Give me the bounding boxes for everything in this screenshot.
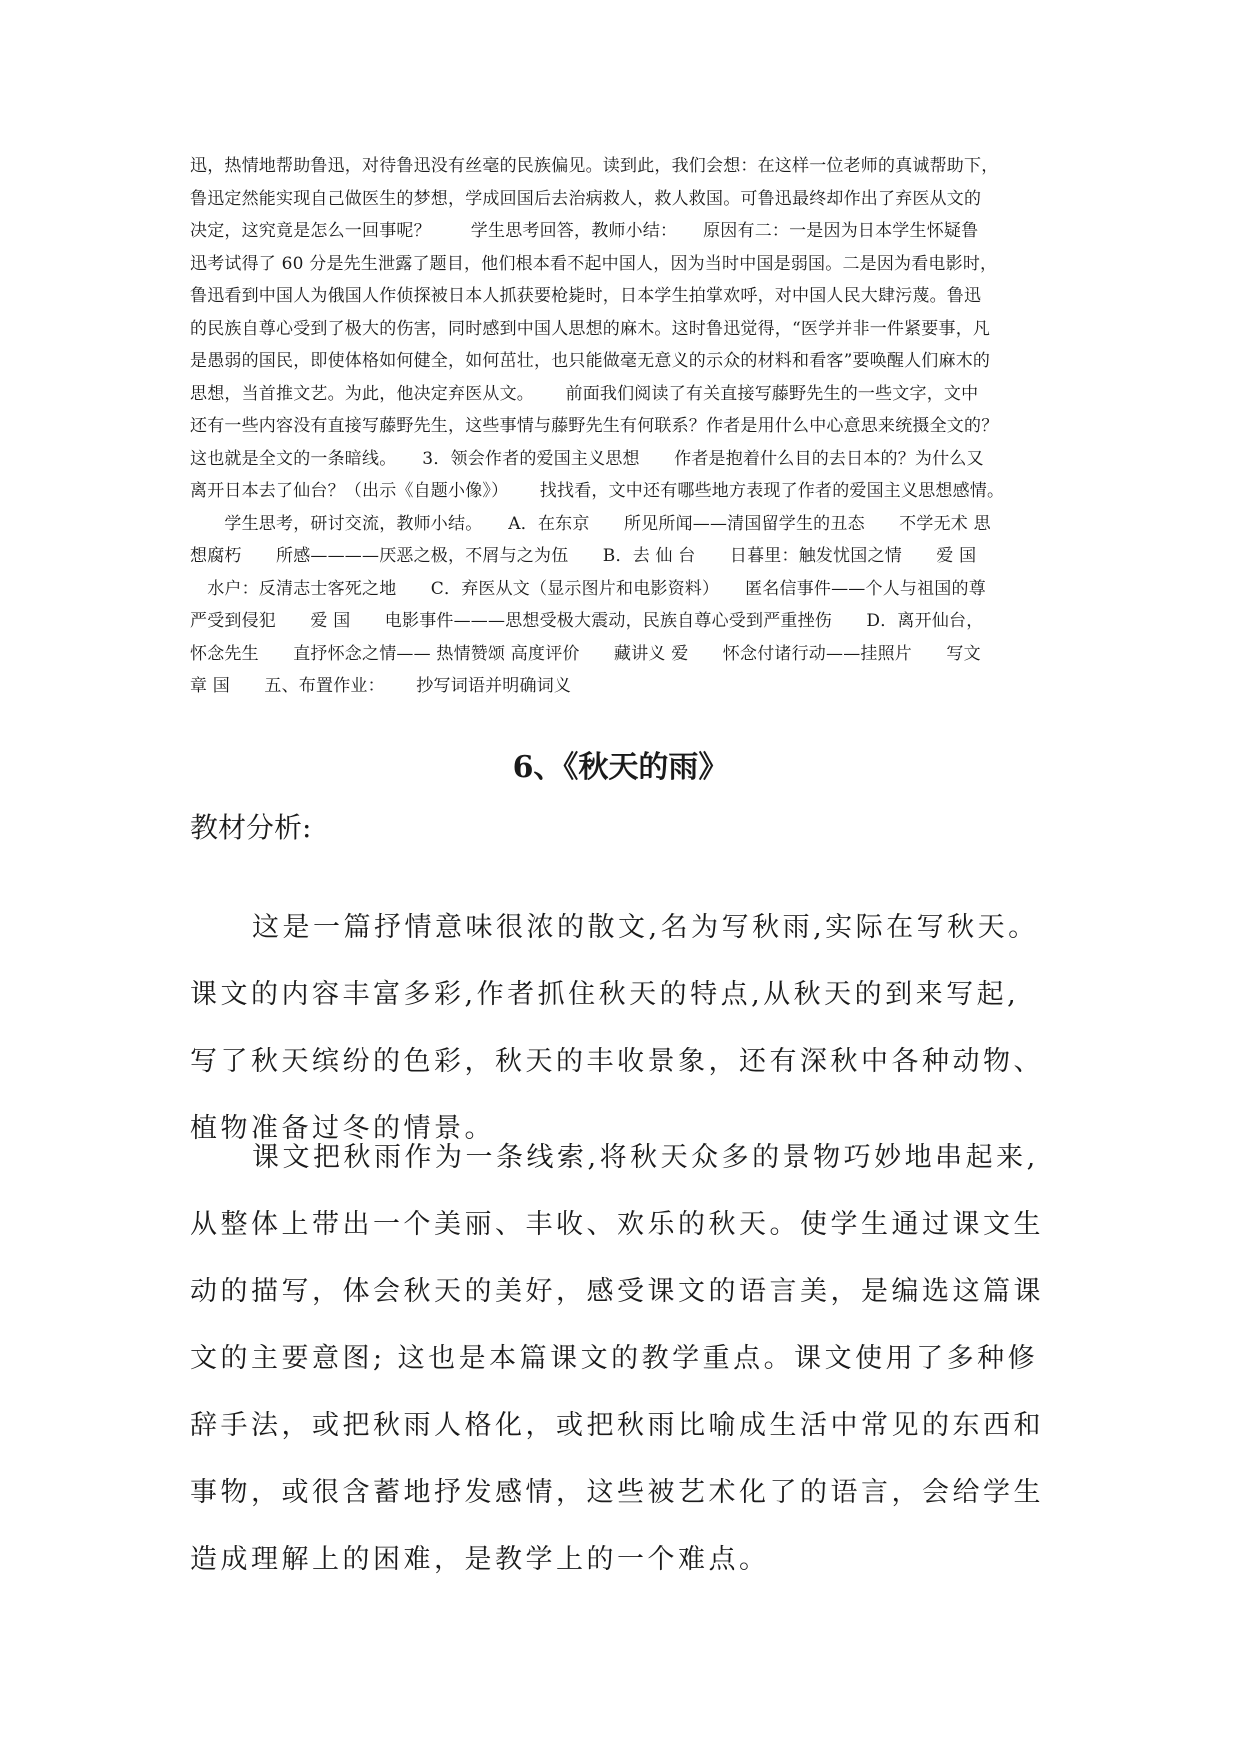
text-line: 的民族自尊心受到了极大的伤害，同时感到中国人思想的麻木。这时鲁迅觉得，“医学并非一件紧要事，凡 [190, 318, 991, 339]
text-line: 思想，当首推文艺。为此，他决定弃医从文。 前面我们阅读了有关直接写藤野先生的一些文字，文中 [190, 383, 979, 404]
text-line: 章 国 五、布置作业： 抄写词语并明确词义 [190, 676, 572, 696]
paragraph-line: 这是一篇抒情意味很浓的散文,名为写秋雨,实际在写秋天。 [252, 912, 1039, 943]
paragraph-line: 课文把秋雨作为一条线索,将秋天众多的景物巧妙地串起来, [252, 1142, 1039, 1173]
paragraph-line: 从整体上带出一个美丽、丰收、欢乐的秋天。使学生通过课文生 [190, 1209, 1044, 1240]
text-line: 离开日本去了仙台？（出示《自题小像》） 找找看，文中还有哪些地方表现了作者的爱国主义思想感情。 [190, 481, 1005, 501]
text-line: 鲁迅定然能实现自己做医生的梦想，学成回国后去治病救人，救人救国。可鲁迅最终却作出了弃医从文的 [190, 188, 982, 209]
subheading: 教材分析: [190, 811, 312, 844]
paragraph-line: 辞手法，或把秋雨人格化，或把秋雨比喻成生活中常见的东西和 [190, 1410, 1044, 1441]
paragraph-line: 造成理解上的困难，是教学上的一个难点。 [190, 1544, 770, 1575]
paragraph-line: 写了秋天缤纷的色彩，秋天的丰收景象，还有深秋中各种动物、 [190, 1046, 1044, 1077]
text-line: 决定，这究竟是怎么一回事呢？ 学生思考回答，教师小结： 原因有二：一是因为日本学生怀疑鲁 [190, 221, 979, 241]
text-line: 是愚弱的国民，即使体格如何健全，如何茁壮，也只能做毫无意义的示众的材料和看客”要唤醒人们麻木的 [190, 351, 991, 371]
text-line: 严受到侵犯 爱 国 电影事件———思想受极大震动，民族自尊心受到严重挫伤 D．离开仙台， [190, 611, 984, 631]
text-line: 鲁迅看到中国人为俄国人作侦探被日本人抓获要枪毙时，日本学生拍掌欢呼，对中国人民大肆污蔑。鲁迅 [190, 286, 982, 306]
lesson-notes-block [190, 150, 1060, 703]
text-line: 这也就是全文的一条暗线。 3．领会作者的爱国主义思想 作者是抱着什么目的去日本的？为什么又 [190, 448, 984, 469]
paragraph-line: 植物准备过冬的情景。 [190, 1113, 495, 1144]
paragraph-2 [190, 1124, 1070, 1593]
text-line: 迅考试得了 60 分是先生泄露了题目，他们根本看不起中国人，因为当时中国是弱国。二是因为看电影时， [190, 253, 998, 274]
paragraph-1 [190, 894, 1070, 1162]
text-line: 还有一些内容没有直接写藤野先生，这些事情与藤野先生有何联系？作者是用什么中心意思来统摄全文的？ [190, 416, 999, 436]
text-line: 想腐朽 所感————厌恶之极，不屑与之为伍 B．去 仙 台 日暮里：触发忧国之情 爱 国 [190, 546, 977, 566]
paragraph-line: 文的主要意图; 这也是本篇课文的教学重点。课文使用了多种修 [190, 1343, 1039, 1374]
paragraph-line: 动的描写，体会秋天的美好，感受课文的语言美，是编选这篇课 [190, 1276, 1044, 1307]
section-title: 6、《秋天的雨》 [512, 750, 729, 785]
text-line: 迅，热情地帮助鲁迅，对待鲁迅没有丝毫的民族偏见。读到此，我们会想：在这样一位老师的真诚帮助下， [190, 156, 999, 176]
paragraph-line: 课文的内容丰富多彩,作者抓住秋天的特点,从秋天的到来写起, [190, 979, 1020, 1010]
paragraph-line: 事物，或很含蓄地抒发感情，这些被艺术化了的语言，会给学生 [190, 1477, 1044, 1508]
text-line: 怀念先生 直抒怀念之情—— 热情赞颂 高度评价 藏讲义 爱 怀念付诸行动——挂照片 写文 [190, 643, 981, 664]
text-line: 学生思考，研讨交流，教师小结。 A．在东京 所见所闻——清国留学生的丑态 不学无术 思 [190, 513, 991, 534]
text-line: 水户：反清志士客死之地 C．弃医从文（显示图片和电影资料） 匿名信事件——个人与祖国的尊 [190, 578, 986, 599]
